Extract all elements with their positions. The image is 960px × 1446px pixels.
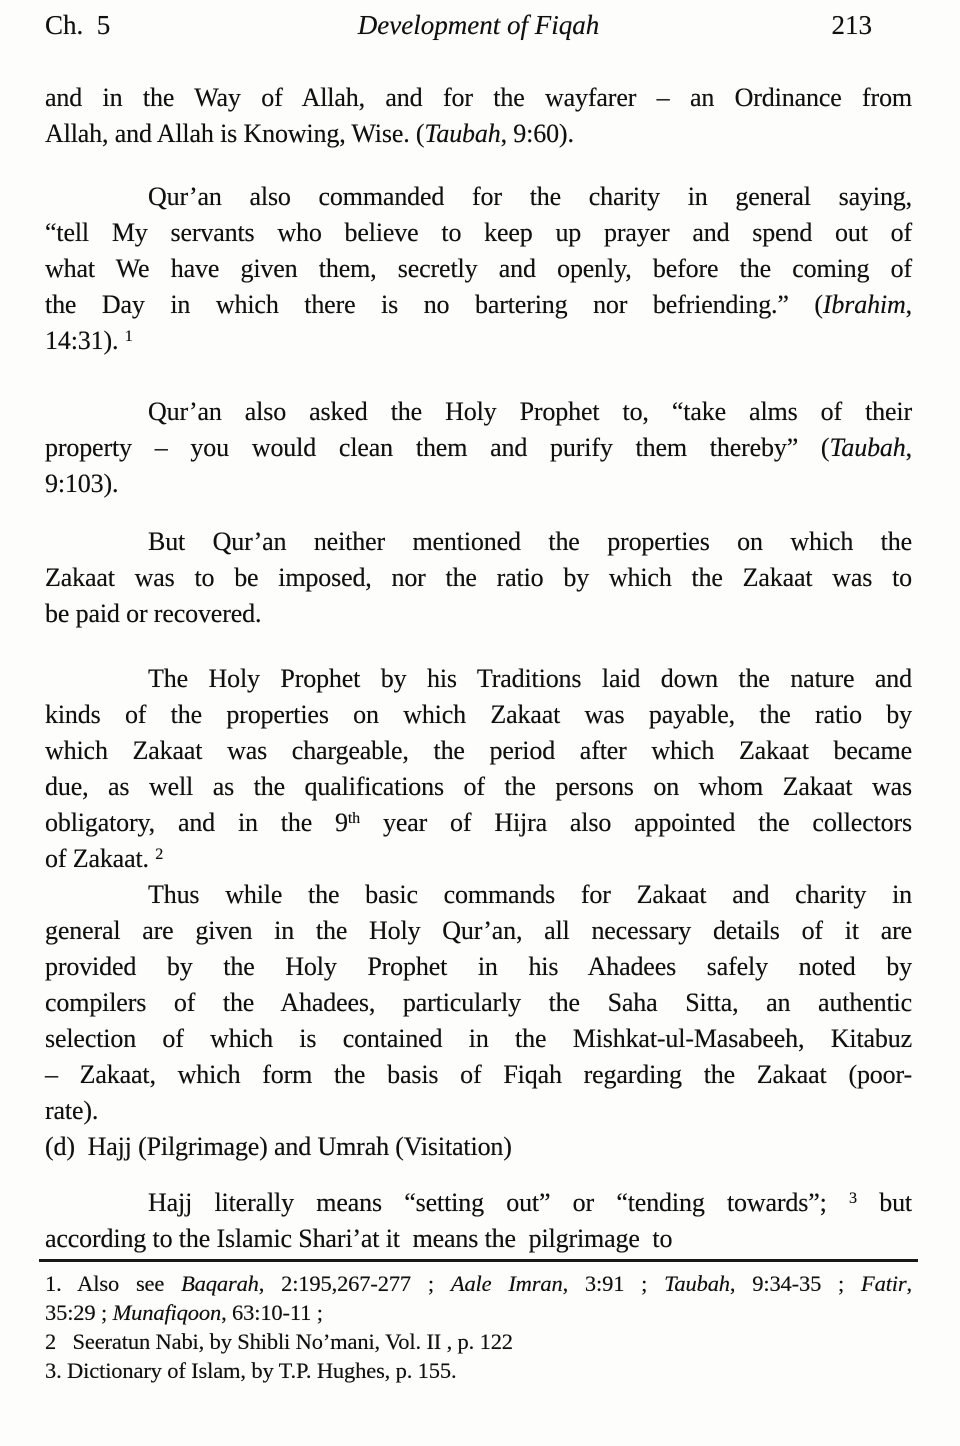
text-line: compilers of the Ahadees, particularly the Saha Sitta, an authentic: [45, 988, 912, 1017]
footnote-line: 2 Seeratun Nabi, by Shibli No’mani, Vol. II , p. 122: [45, 1329, 513, 1354]
text-line: But Qur’an neither mentioned the properties on which the: [148, 527, 912, 556]
text-line: – Zakaat, which form the basis of Fiqah regarding the Zakaat (poor-: [45, 1060, 912, 1089]
page-header: [45, 8, 912, 42]
text-line: according to the Islamic Shari’at it means the pilgrimage to: [45, 1224, 673, 1253]
text-line: 9:103).: [45, 469, 119, 498]
footnote-line: 1. Also see Baqarah, 2:195,267-277 ; Aale Imran, 3:91 ; Taubah, 9:34-35 ; Fatir,: [45, 1271, 912, 1296]
text-line: due, as well as the qualifications of the persons on whom Zakaat was: [45, 772, 912, 801]
body-paragraph: [45, 877, 912, 1129]
text-line: Allah, and Allah is Knowing, Wise. (Taubah, 9:60).: [45, 119, 574, 148]
footnote-line: 3. Dictionary of Islam, by T.P. Hughes, p. 155.: [45, 1358, 457, 1383]
section-heading: [45, 1129, 912, 1165]
footnote-line: 35:29 ; Munafiqoon, 63:10-11 ;: [45, 1300, 323, 1325]
body-paragraph: [45, 661, 912, 877]
text-line: 14:31). $^1$: [45, 326, 133, 355]
body-paragraph: [45, 80, 912, 152]
text-line: provided by the Holy Prophet in his Ahadees safely noted by: [45, 952, 912, 981]
text-line: what We have given them, secretly and openly, before the coming of: [45, 254, 912, 283]
text-line: property – you would clean them and purify them thereby” (Taubah,: [45, 433, 912, 462]
text-line: be paid or recovered.: [45, 599, 262, 628]
body-paragraph: [45, 524, 912, 632]
body-paragraph: [45, 179, 912, 359]
text-line: “tell My servants who believe to keep up prayer and spend out of: [45, 218, 912, 247]
text-line: selection of which is contained in the Mishkat-ul-Masabeeh, Kitabuz: [45, 1024, 912, 1053]
footnote-separator: [39, 1259, 918, 1262]
text-line: Hajj literally means “setting out” or “tending towards”; $^3$ but: [148, 1188, 912, 1217]
text-line: the Day in which there is no bartering nor befriending.” (Ibrahim,: [45, 290, 912, 319]
text-line: Thus while the basic commands for Zakaat and charity in: [148, 880, 912, 909]
text-line: which Zakaat was chargeable, the period after which Zakaat became: [45, 736, 912, 765]
text-line: Qur’an also commanded for the charity in general saying,: [148, 182, 912, 211]
text-line: rate).: [45, 1096, 99, 1125]
text-line: Qur’an also asked the Holy Prophet to, “take alms of their: [148, 397, 912, 426]
text-line: of Zakaat. $^2$: [45, 844, 164, 873]
text-line: kinds of the properties on which Zakaat was payable, the ratio by: [45, 700, 912, 729]
text-line: obligatory, and in the 9th year of Hijra also appointed the collectors: [45, 808, 912, 837]
text-line: Zakaat was to be imposed, nor the ratio by which the Zakaat was to: [45, 563, 912, 592]
text-line: (d) Hajj (Pilgrimage) and Umrah (Visitation): [45, 1132, 512, 1161]
page-body: [45, 80, 912, 1385]
footnotes: [45, 1269, 912, 1385]
page-number: 213: [831, 10, 872, 40]
chapter-label: Ch. 5: [45, 10, 111, 40]
page-title: Development of Fiqah: [357, 10, 600, 40]
body-paragraph: [45, 1185, 912, 1257]
body-paragraph: [45, 394, 912, 502]
text-line: general are given in the Holy Qur’an, all necessary details of it are: [45, 916, 912, 945]
text-line: and in the Way of Allah, and for the wayfarer – an Ordinance from: [45, 83, 912, 112]
text-line: The Holy Prophet by his Traditions laid down the nature and: [148, 664, 912, 693]
